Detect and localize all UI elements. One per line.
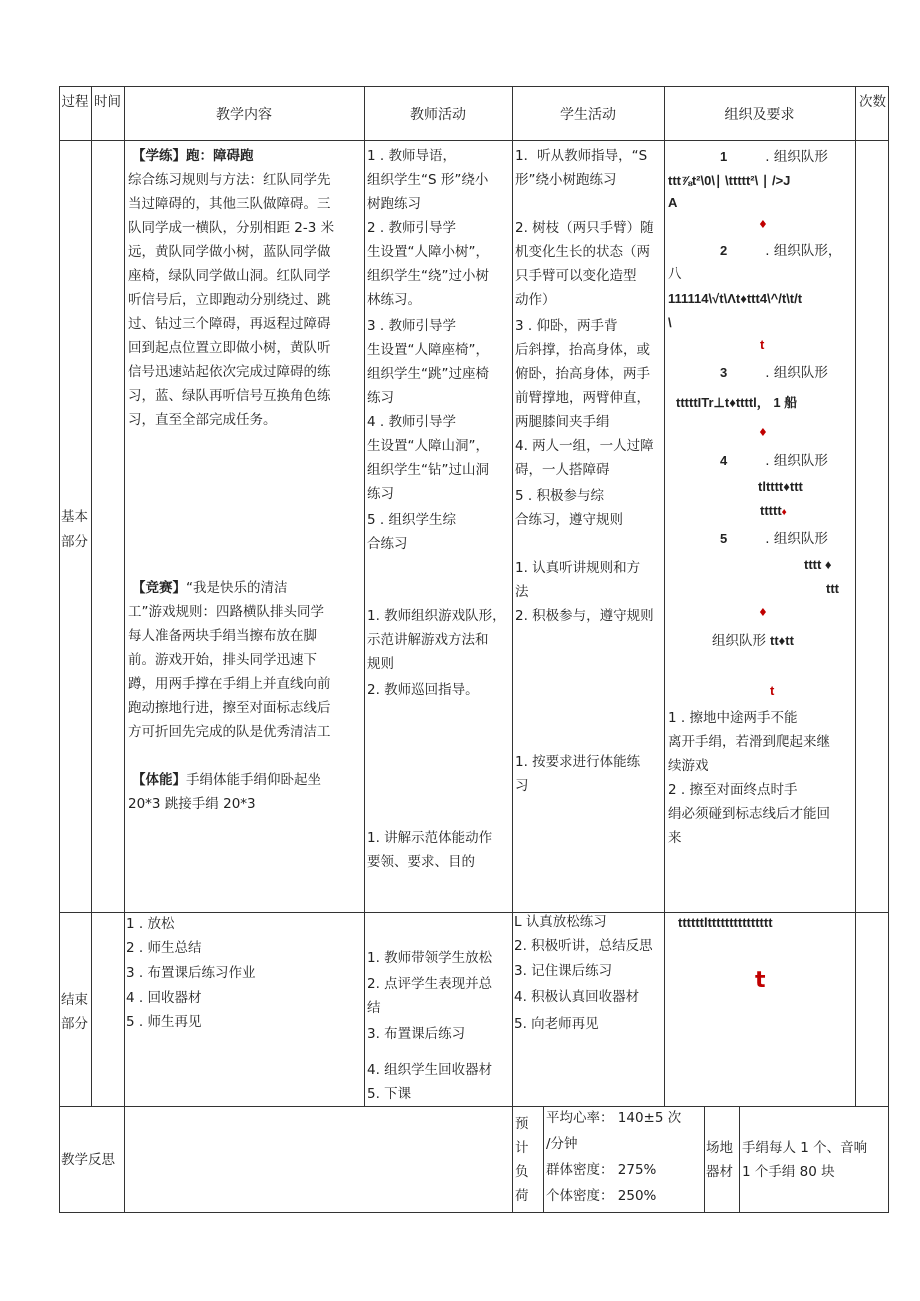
venue-label-line2: 器材 bbox=[706, 1164, 733, 1180]
fitness-title-text: 手绢体能手绢仰卧起坐 bbox=[186, 772, 321, 788]
formation-2-diagram-cont: \ bbox=[668, 315, 672, 330]
col-line-content bbox=[124, 86, 125, 1213]
student-line: 俯卧，抬高身体，两手 bbox=[515, 366, 650, 382]
teacher-line: 生设置“人障小树”， bbox=[367, 244, 489, 260]
teacher-fitness-line: 要领、要求、目的 bbox=[367, 854, 475, 870]
formation-6-teacher-marker: t bbox=[770, 683, 775, 698]
formation-6-diagram: tt♦tt bbox=[770, 633, 794, 648]
formation-4-diagram-cont bbox=[760, 498, 787, 525]
end-label-line1: 结束 bbox=[61, 992, 88, 1008]
teacher-line: 生设置“人障山洞”， bbox=[367, 438, 489, 454]
teacher-line: 生设置“人障座椅”， bbox=[367, 342, 489, 358]
practice-text-line: 当过障碍的，其他三队做障碍。三 bbox=[128, 196, 331, 212]
student-line: 动作） bbox=[515, 292, 556, 308]
end-teacher-line: 结 bbox=[367, 1000, 381, 1016]
teacher-game-line: 规则 bbox=[367, 656, 394, 672]
formation-5-number: 5 bbox=[720, 531, 728, 546]
fitness-title bbox=[128, 768, 321, 793]
formation-4-teacher-marker: ♦ bbox=[781, 507, 787, 518]
formation-3-diagram: tttttITr⊥t♦ttttl， 1 船 bbox=[676, 395, 798, 410]
table-border-left bbox=[59, 86, 60, 1213]
header-time: 时间 bbox=[94, 94, 121, 110]
teacher-line: 林练习。 bbox=[367, 292, 421, 308]
end-student-line: 4. 积极认真回收器材 bbox=[514, 989, 640, 1005]
formation-5-text: . 组织队形 bbox=[765, 531, 828, 547]
org-requirement-line: 离开手绢，若滑到爬起来继 bbox=[668, 734, 830, 750]
end-teacher-line: 3. 布置课后练习 bbox=[367, 1026, 466, 1042]
end-teacher-marker: t bbox=[755, 968, 766, 993]
practice-text-line: 习，蓝、绿队再听信号互换角色练 bbox=[128, 388, 331, 404]
end-student-line: L 认真放松练习 bbox=[514, 914, 607, 930]
heart-rate-line: 平均心率： 140±5 次 bbox=[546, 1110, 682, 1126]
student-line: 5 . 积极参与综 bbox=[515, 488, 604, 504]
group-density: 群体密度： 275% bbox=[546, 1162, 657, 1178]
formation-5-teacher-marker: ♦ bbox=[758, 606, 768, 619]
student-line: 形”绕小树跑练习 bbox=[515, 172, 617, 188]
basic-label-line1: 基本 bbox=[61, 509, 88, 525]
org-requirement-line: 2 . 擦至对面终点时手 bbox=[668, 782, 798, 798]
end-student-line: 2. 积极听讲，总结反思 bbox=[514, 938, 653, 954]
end-content-line: 2 . 师生总结 bbox=[126, 940, 202, 956]
formation-2-teacher-marker: t bbox=[760, 337, 765, 352]
practice-text-line: 综合练习规则与方法：红队同学先 bbox=[128, 172, 331, 188]
col-line-org bbox=[664, 86, 665, 1106]
formation-2-text: . 组织队形， bbox=[765, 243, 842, 259]
formation-3-label bbox=[720, 360, 828, 386]
practice-text-line: 回到起点位置立即做小树，黄队听 bbox=[128, 340, 331, 356]
header-student: 学生活动 bbox=[560, 107, 616, 123]
teacher-line: 练习 bbox=[367, 486, 394, 502]
formation-6-label bbox=[712, 628, 794, 654]
teacher-line: 组织学生“钻”过山洞 bbox=[367, 462, 489, 478]
teacher-line: 4 . 教师引导学 bbox=[367, 414, 456, 430]
col-line-teacher bbox=[364, 86, 365, 1106]
end-teacher-line: 5. 下课 bbox=[367, 1086, 412, 1102]
formation-4-label bbox=[720, 448, 828, 474]
org-requirement-line: 续游戏 bbox=[668, 758, 709, 774]
col-line-load-text bbox=[543, 1106, 544, 1213]
formation-3-teacher-marker: ♦ bbox=[758, 426, 768, 439]
practice-text-line: 习，直至全部完成任务。 bbox=[128, 412, 277, 428]
venue-label-line1: 场地 bbox=[706, 1140, 733, 1156]
game-title-text: “我是快乐的清洁 bbox=[186, 580, 288, 596]
teacher-game-line: 示范讲解游戏方法和 bbox=[367, 632, 489, 648]
end-content-line: 4 . 回收器材 bbox=[126, 990, 202, 1006]
end-bottom-line bbox=[59, 1106, 889, 1107]
formation-2-number: 2 bbox=[720, 243, 728, 258]
end-student-line: 5. 向老师再见 bbox=[514, 1016, 599, 1032]
student-line: 后斜撑，抬高身体，或 bbox=[515, 342, 650, 358]
formation-2-diagram: 111114\√t\Λt♦ttt4\^/t\t/t bbox=[668, 291, 803, 306]
end-formation-diagram: ttttttlttttttttttttttt bbox=[678, 915, 773, 930]
formation-1-label bbox=[720, 144, 828, 170]
formation-3-text: . 组织队形 bbox=[765, 365, 828, 381]
practice-text-line: 远，黄队同学做小树，蓝队同学做 bbox=[128, 244, 331, 260]
end-teacher-line: 1. 教师带领学生放松 bbox=[367, 950, 493, 966]
table-border-bottom bbox=[59, 1212, 889, 1213]
header-teacher: 教师活动 bbox=[410, 107, 466, 123]
student-line: 2. 树枝（两只手臂）随 bbox=[515, 220, 654, 236]
game-text-line: 方可折回先完成的队是优秀清洁工 bbox=[128, 724, 331, 740]
equipment-line: 1 个手绢 80 块 bbox=[742, 1164, 835, 1180]
fitness-text-line: 20*3 跳接手绢 20*3 bbox=[128, 796, 256, 812]
game-text-line: 每人准备两块手绢当擦布放在脚 bbox=[128, 628, 317, 644]
student-fitness-line: 习 bbox=[515, 778, 529, 794]
individual-density: 个体密度： 250% bbox=[546, 1188, 657, 1204]
student-line: 只手臂可以变化造型 bbox=[515, 268, 637, 284]
student-line: 前臂撑地，两臂伸直， bbox=[515, 390, 650, 406]
formation-1-text: . 组织队形 bbox=[765, 149, 828, 165]
student-line: 两腿膝间夹手绢 bbox=[515, 414, 610, 430]
org-requirement-line: 来 bbox=[668, 830, 682, 846]
student-line: 合练习，遵守规则 bbox=[515, 512, 623, 528]
end-content-line: 5 . 师生再见 bbox=[126, 1014, 202, 1030]
teacher-line: 树跑练习 bbox=[367, 196, 421, 212]
teacher-line: 组织学生“跳”过座椅 bbox=[367, 366, 489, 382]
practice-title-text: 跑：障碍跑 bbox=[186, 148, 254, 164]
student-line: 机变化生长的状态（两 bbox=[515, 244, 650, 260]
formation-4-row2: ttttt bbox=[760, 503, 782, 518]
load-label-char: 预 bbox=[515, 1116, 529, 1132]
practice-text-line: 听信号后，立即跑动分别绕过、跳 bbox=[128, 292, 331, 308]
load-label-char: 负 bbox=[515, 1164, 529, 1180]
header-process: 过程 bbox=[61, 94, 89, 110]
equipment-line: 手绢每人 1 个、音响 bbox=[742, 1140, 868, 1156]
org-requirement-line: 绢必须碰到标志线后才能回 bbox=[668, 806, 830, 822]
end-teacher-line: 2. 点评学生表现并总 bbox=[367, 976, 493, 992]
load-label-char: 计 bbox=[515, 1140, 529, 1156]
formation-3-number: 3 bbox=[720, 365, 728, 380]
formation-2-label bbox=[720, 238, 841, 264]
formation-1-diagram-cont: A bbox=[668, 195, 678, 210]
formation-2-prefix: 八 bbox=[668, 266, 682, 282]
formation-4-diagram: tltttt♦ttt bbox=[758, 479, 803, 494]
student-line: 碍，一人搭障碍 bbox=[515, 462, 610, 478]
col-line-count bbox=[855, 86, 856, 1106]
game-title bbox=[128, 576, 288, 601]
end-teacher-line: 4. 组织学生回收器材 bbox=[367, 1062, 493, 1078]
practice-text-line: 信号迅速站起依次完成过障碍的练 bbox=[128, 364, 331, 380]
org-requirement-line: 1 . 擦地中途两手不能 bbox=[668, 710, 798, 726]
practice-text-line: 队同学成一横队，分别相距 2-3 米 bbox=[128, 220, 335, 236]
table-border-top bbox=[59, 86, 889, 87]
basic-label-line2: 部分 bbox=[61, 534, 88, 550]
formation-1-diagram: ttt⅞t²\0\∣ \ttttt²\ ∣ />J bbox=[668, 173, 791, 188]
practice-text-line: 座椅，绿队同学做山洞。红队同学 bbox=[128, 268, 331, 284]
table-border-right bbox=[888, 86, 889, 1213]
teacher-game-line: 2. 教师巡回指导。 bbox=[367, 682, 479, 698]
fitness-title-bracket: 【体能】 bbox=[132, 772, 186, 788]
teacher-game-line: 1. 教师组织游戏队形， bbox=[367, 608, 506, 624]
load-label-char: 荷 bbox=[515, 1188, 529, 1204]
formation-1-number: 1 bbox=[720, 149, 728, 164]
student-line: 4. 两人一组，一人过障 bbox=[515, 438, 654, 454]
teacher-line: 1 . 教师导语， bbox=[367, 148, 456, 164]
game-text-line: 蹲，用两手撑在手绢上并直线向前 bbox=[128, 676, 331, 692]
reflection-label: 教学反思 bbox=[61, 1152, 115, 1168]
end-label-line2: 部分 bbox=[61, 1016, 88, 1032]
end-content-line: 1 . 放松 bbox=[126, 916, 175, 932]
header-org: 组织及要求 bbox=[724, 107, 795, 123]
teacher-line: 组织学生“绕”过小树 bbox=[367, 268, 489, 284]
col-line-venue bbox=[704, 1106, 705, 1213]
game-text-line: 前。游戏开始，排头同学迅速下 bbox=[128, 652, 317, 668]
student-game-line: 2. 积极参与，遵守规则 bbox=[515, 608, 654, 624]
practice-title bbox=[128, 144, 254, 169]
student-line: 1．听从教师指导，“S bbox=[515, 148, 648, 164]
teacher-line: 合练习 bbox=[367, 536, 408, 552]
teacher-line: 2 . 教师引导学 bbox=[367, 220, 456, 236]
end-content-line: 3 . 布置课后练习作业 bbox=[126, 965, 256, 981]
game-text-line: 跑动擦地行进，擦至对面标志线后 bbox=[128, 700, 331, 716]
heart-rate-unit: /分钟 bbox=[546, 1136, 578, 1152]
formation-6-text: 组织队形 bbox=[712, 633, 766, 649]
game-text-line: 工”游戏规则：四路横队排头同学 bbox=[128, 604, 324, 620]
teacher-line: 5 . 组织学生综 bbox=[367, 512, 456, 528]
practice-title-bracket: 【学练】 bbox=[132, 148, 186, 164]
col-line-venue-text bbox=[739, 1106, 740, 1213]
game-title-bracket: 【竞赛】 bbox=[132, 580, 186, 596]
header-count: 次数 bbox=[859, 94, 886, 110]
end-student-line: 3. 记住课后练习 bbox=[514, 963, 613, 979]
col-line-time bbox=[91, 86, 92, 1106]
formation-5-diagram-cont: ttt bbox=[826, 581, 839, 596]
col-line-student bbox=[512, 86, 513, 1213]
student-line: 3 . 仰卧，两手背 bbox=[515, 318, 618, 334]
formation-5-diagram: tttt ♦ bbox=[804, 557, 832, 572]
formation-1-teacher-marker: ♦ bbox=[758, 218, 768, 231]
student-game-line: 1. 认真听讲规则和方 bbox=[515, 560, 641, 576]
practice-text-line: 过、钻过三个障碍，再返程过障碍 bbox=[128, 316, 331, 332]
formation-4-number: 4 bbox=[720, 453, 728, 468]
teacher-line: 3 . 教师引导学 bbox=[367, 318, 456, 334]
header-content: 教学内容 bbox=[216, 107, 272, 123]
formation-5-label bbox=[720, 526, 828, 552]
teacher-fitness-line: 1. 讲解示范体能动作 bbox=[367, 830, 493, 846]
student-fitness-line: 1. 按要求进行体能练 bbox=[515, 754, 641, 770]
teacher-line: 练习 bbox=[367, 390, 394, 406]
formation-4-text: . 组织队形 bbox=[765, 453, 828, 469]
teacher-line: 组织学生“S 形”绕小 bbox=[367, 172, 489, 188]
header-bottom-line bbox=[59, 140, 889, 141]
student-game-line: 法 bbox=[515, 584, 529, 600]
